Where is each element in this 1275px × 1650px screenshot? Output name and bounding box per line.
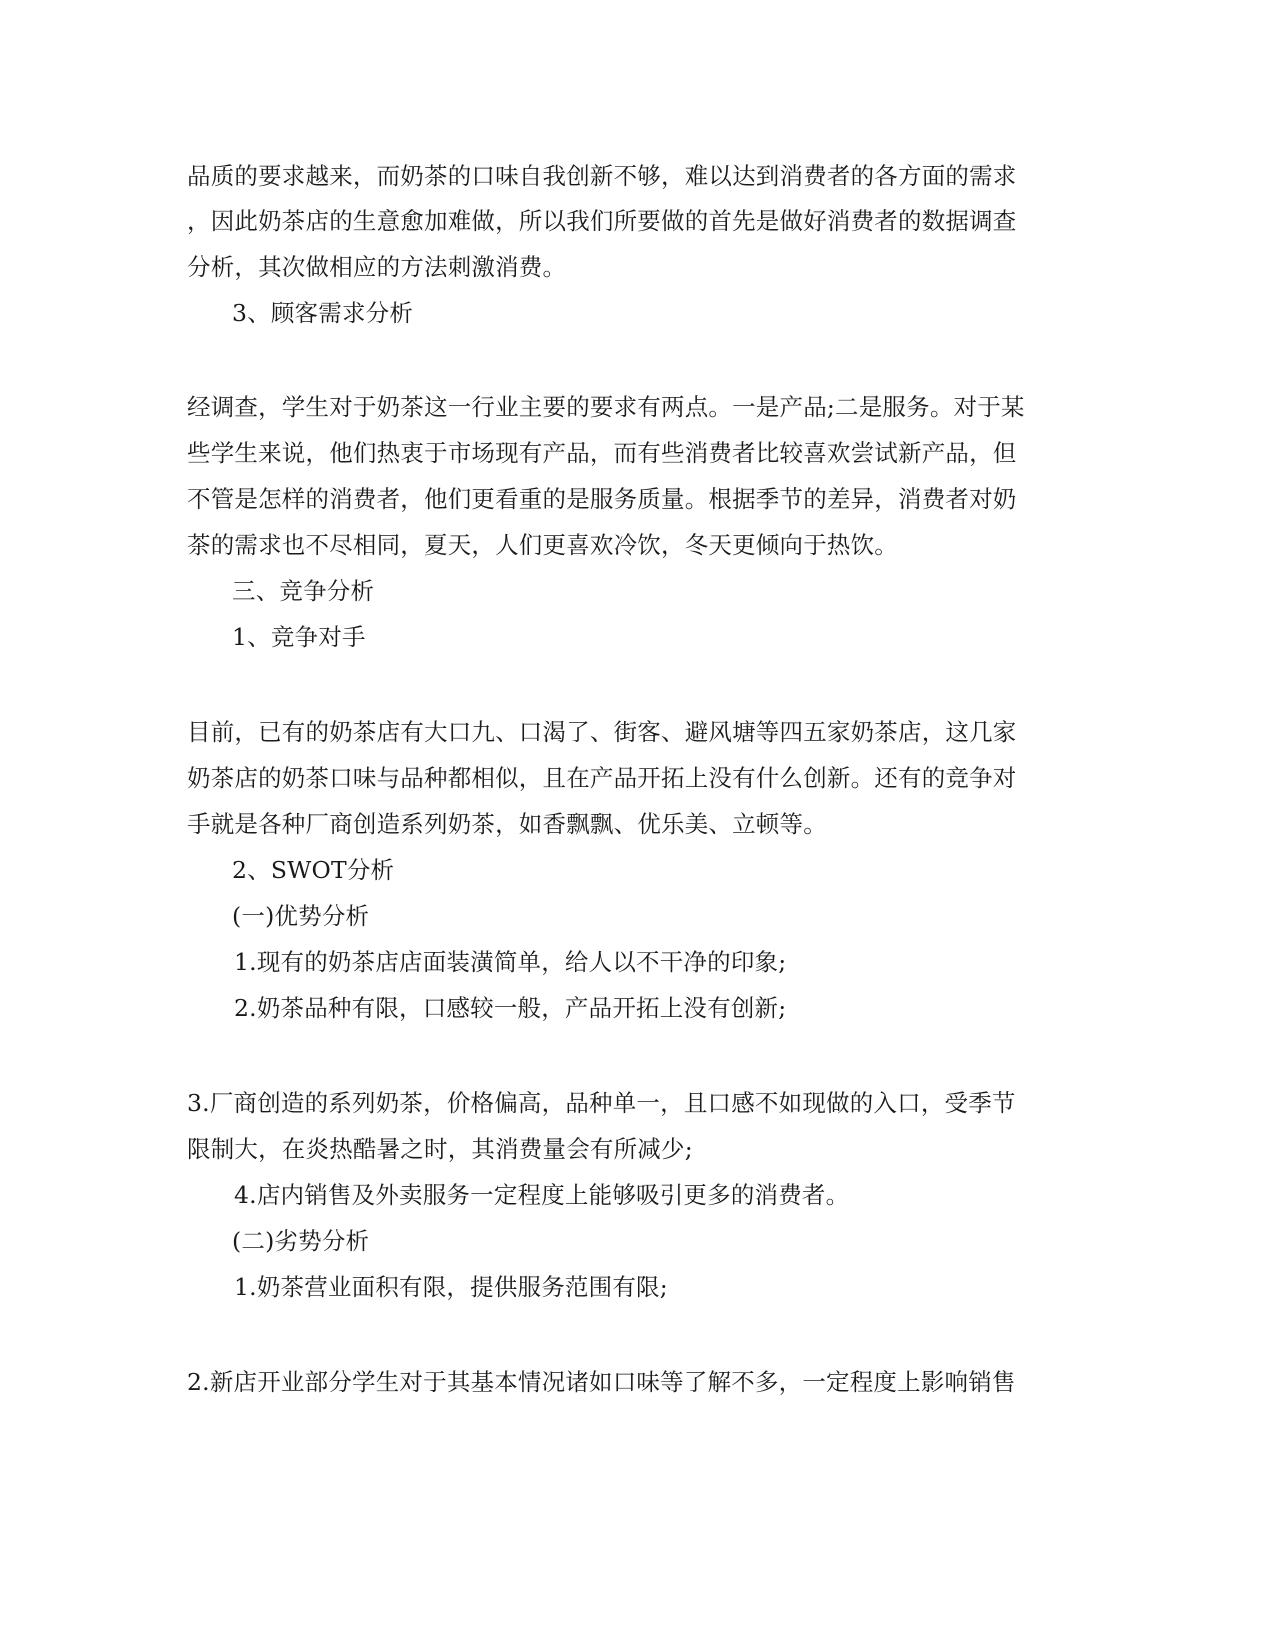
list-item: 4.店内销售及外卖服务一定程度上能够吸引更多的消费者。 [234,1181,850,1209]
section-heading: 2、SWOT分析 [232,856,395,884]
list-item: 2.奶茶品种有限，口感较一般，产品开拓上没有创新; [234,994,787,1022]
paragraph-line: 经调查，学生对于奶茶这一行业主要的要求有两点。一是产品;二是服务。对于某 [187,393,1025,421]
paragraph-line: 品质的要求越来，而奶茶的口味自我创新不够，难以达到消费者的各方面的需求 [187,162,1017,190]
subsection-heading: (一)优势分析 [232,902,370,930]
list-item: 3.厂商创造的系列奶茶，价格偏高，品种单一，且口感不如现做的入口，受季节 [187,1089,1016,1117]
paragraph-line: 手就是各种厂商创造系列奶茶，如香飘飘、优乐美、立顿等。 [187,810,827,838]
paragraph-line: 茶的需求也不尽相同，夏天，人们更喜欢冷饮，冬天更倾向于热饮。 [187,531,898,559]
section-heading: 3、顾客需求分析 [232,299,414,327]
paragraph-line: 些学生来说，他们热衷于市场现有产品，而有些消费者比较喜欢尝试新产品，但 [187,439,1017,467]
list-item: 1.奶茶营业面积有限，提供服务范围有限; [234,1273,668,1301]
paragraph-line: 分析，其次做相应的方法刺激消费。 [187,253,567,281]
section-heading: 1、竞争对手 [232,623,366,651]
paragraph-line: ，因此奶茶店的生意愈加难做，所以我们所要做的首先是做好消费者的数据调查 [187,207,1017,235]
paragraph-line: 奶茶店的奶茶口味与品种都相似，且在产品开拓上没有什么创新。还有的竞争对 [187,764,1017,792]
section-heading: 三、竞争分析 [232,577,375,605]
list-item: 2.新店开业部分学生对于其基本情况诸如口味等了解不多，一定程度上影响销售 [187,1368,1016,1396]
paragraph-line: 不管是怎样的消费者，他们更看重的是服务质量。根据季节的差异，消费者对奶 [187,485,1017,513]
list-item: 1.现有的奶茶店店面装潢简单，给人以不干净的印象; [234,948,787,976]
subsection-heading: (二)劣势分析 [232,1227,370,1255]
paragraph-line: 限制大，在炎热酷暑之时，其消费量会有所减少; [187,1135,693,1163]
paragraph-line: 目前，已有的奶茶店有大口九、口渴了、街客、避风塘等四五家奶茶店，这几家 [187,718,1017,746]
